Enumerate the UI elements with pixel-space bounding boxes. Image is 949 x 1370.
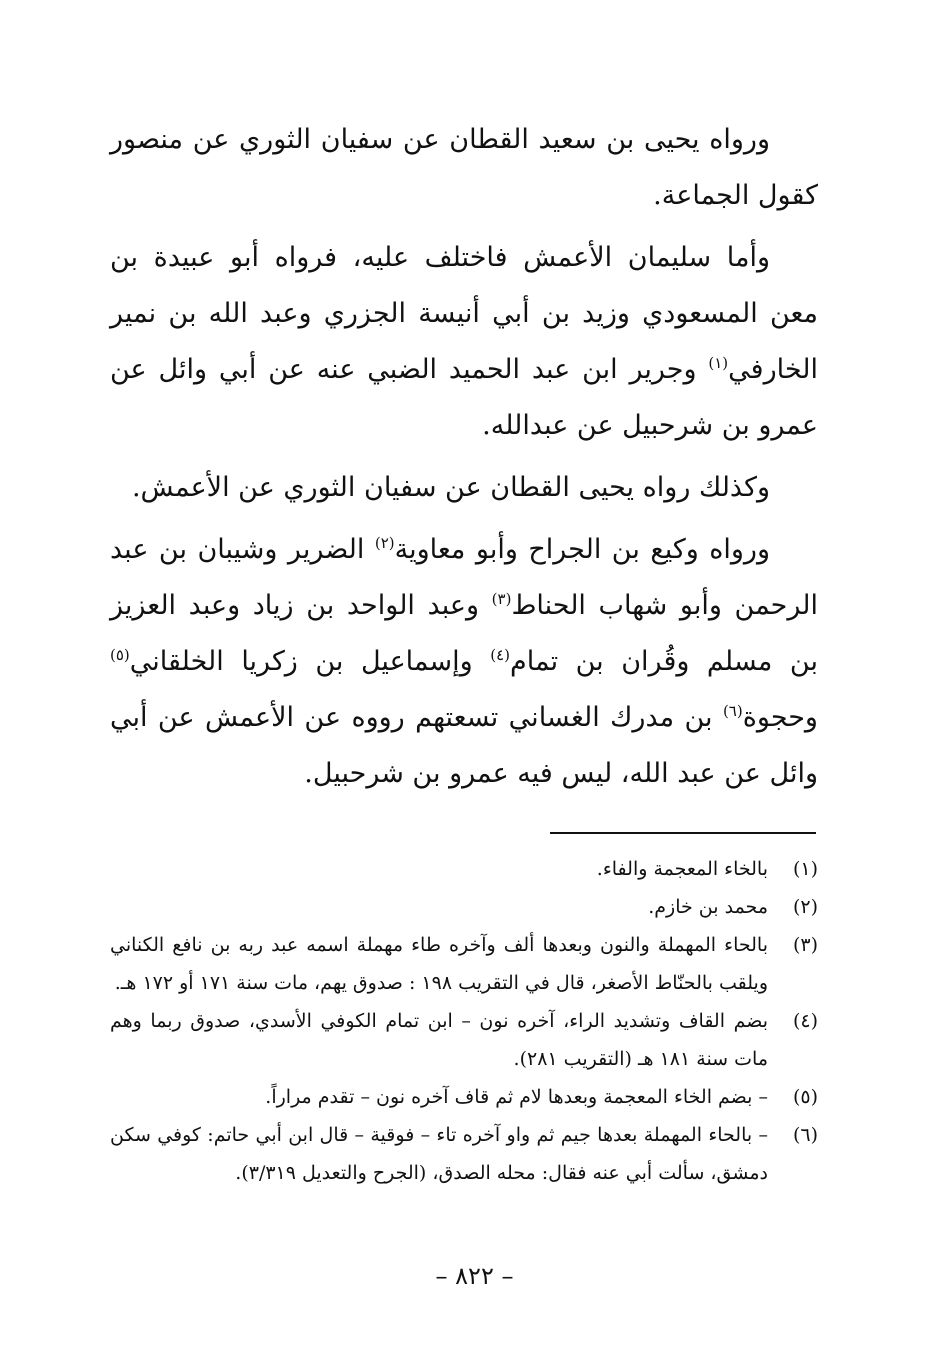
paragraph-text: وعبد الواحد بن زياد وعبد العزيز بن مسلم وقُران بن تمام: [110, 590, 818, 677]
footnote-number: (٣): [792, 934, 818, 956]
footnote: [110, 1078, 818, 1116]
footnote-separator: [550, 832, 816, 834]
footnote: [110, 926, 818, 1002]
footnote-text: بضم القاف وتشديد الراء، آخره نون – ابن تمام الكوفي الأسدي، صدوق ربما وهم مات سنة ١٨١ هـ (التقريب ٢٨١).: [110, 1010, 768, 1070]
footnote-ref: (٦): [722, 702, 743, 720]
footnote-ref: (٥): [110, 646, 130, 664]
paragraph-text: وأما سليمان الأعمش فاختلف عليه، فرواه أبو عبيدة بن معن المسعودي وزيد بن أبي أنيسة الجزري وعبد الله بن نمير الخارفي: [110, 242, 818, 385]
footnote-ref: (١): [708, 354, 729, 372]
footnote: [110, 1002, 818, 1078]
paragraph-2: [110, 230, 818, 454]
footnotes: [110, 850, 818, 1192]
footnote-text: بالحاء المهملة والنون وبعدها ألف وآخره طاء مهملة اسمه عبد ربه بن نافع الكناني ويلقب بالحنّاط الأصغر، قال في التقريب ١٩٨ : صدوق يهم، مات سنة ١٧١ أو ١٧٢ هـ.: [110, 934, 768, 994]
paragraph-text: الضرير وشيبان بن عبد الرحمن وأبو شهاب الحناط: [110, 534, 818, 621]
paragraph-text: وكذلك رواه يحيى القطان عن سفيان الثوري عن الأعمش.: [131, 472, 770, 503]
footnote: [110, 850, 818, 888]
footnote-text: بالخاء المعجمة والفاء.: [596, 858, 768, 880]
page-number: – ٨٢٢ –: [435, 1262, 514, 1290]
footnote-text: – بضم الخاء المعجمة وبعدها لام ثم قاف آخره نون – تقدم مراراً.: [265, 1086, 768, 1108]
paragraph-1: [110, 112, 818, 224]
paragraph-text: وحجوة: [742, 702, 818, 733]
paragraph-3: [110, 460, 818, 516]
footnote-ref: (٢): [374, 534, 395, 552]
footnote-number: (٦): [792, 1124, 818, 1146]
footnote: [110, 888, 818, 926]
paragraph-text: ورواه يحيى بن سعيد القطان عن سفيان الثوري عن منصور كقول الجماعة.: [110, 124, 818, 211]
main-text: [110, 112, 818, 802]
paragraph-text: وجرير ابن عبد الحميد الضبي عنه عن أبي وائل عن عمرو بن شرحبيل عن عبدالله.: [110, 354, 818, 441]
footnote-ref: (٤): [490, 646, 511, 664]
footnote-number: (٥): [792, 1086, 818, 1108]
footnote-number: (٢): [792, 896, 818, 918]
footnote-number: (١): [792, 858, 818, 880]
footnote-text: محمد بن خازم.: [648, 896, 768, 918]
paragraph-4: [110, 522, 818, 802]
footnote-ref: (٣): [491, 590, 512, 608]
footnote-number: (٤): [792, 1010, 818, 1032]
footnote-text: – بالحاء المهملة بعدها جيم ثم واو آخره تاء – فوقية – قال ابن أبي حاتم: كوفي سكن دمشق، سألت أبي عنه فقال: محله الصدق، (الجرح والتعديل ٣/٣١٩).: [110, 1124, 768, 1184]
paragraph-text: وإسماعيل بن زكريا الخلقاني: [129, 646, 473, 677]
paragraph-text: بن مدرك الغساني تسعتهم رووه عن الأعمش عن أبي وائل عن عبد الله، ليس فيه عمرو بن شرحبيل.: [110, 702, 818, 789]
paragraph-text: ورواه وكيع بن الجراح وأبو معاوية: [394, 534, 770, 565]
footnote: [110, 1116, 818, 1192]
